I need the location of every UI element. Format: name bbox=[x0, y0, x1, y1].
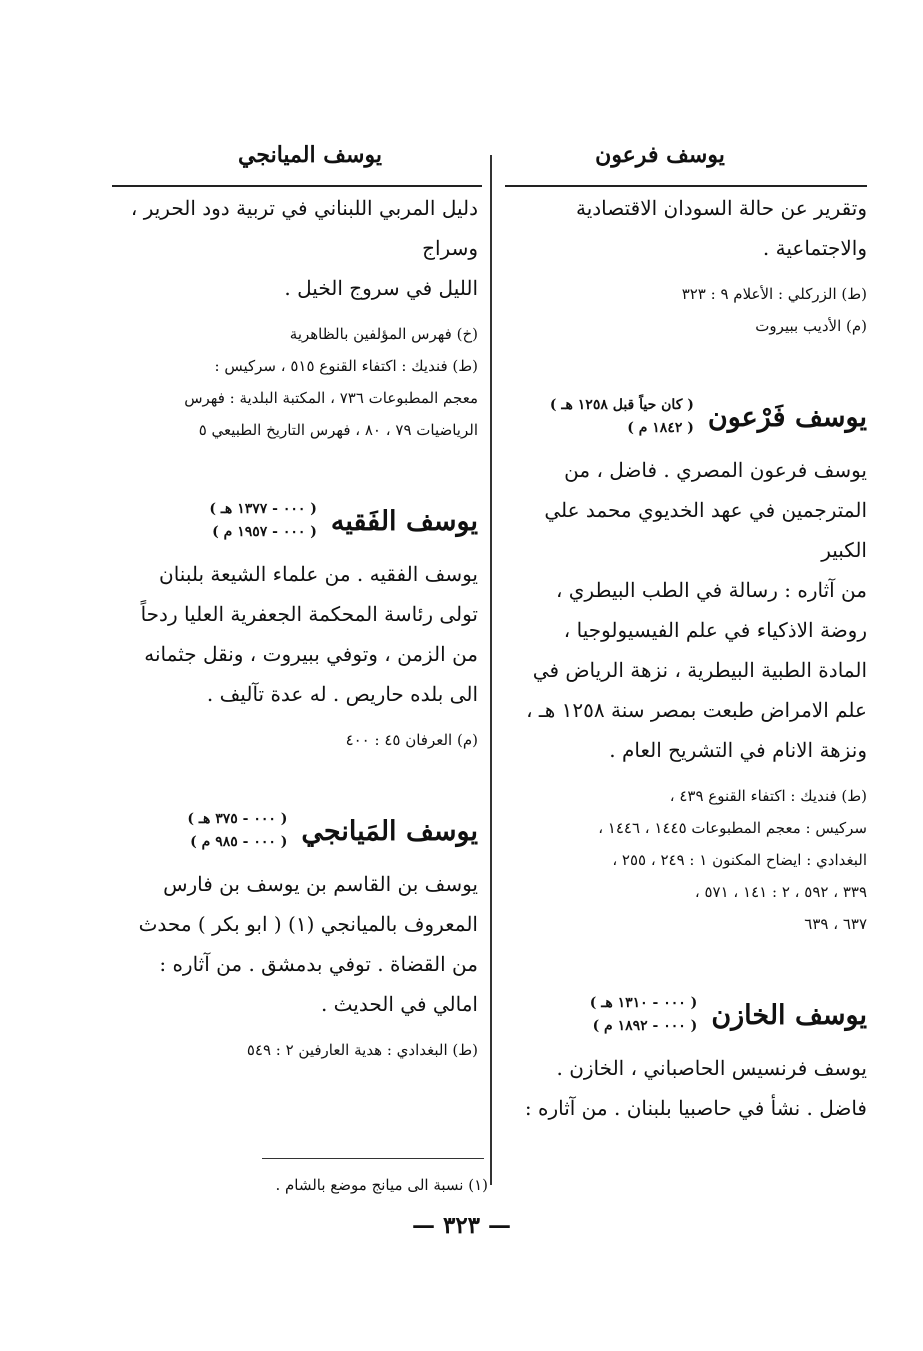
text-line: من آثاره : رسالة في الطب البيطري ، bbox=[555, 578, 867, 602]
reference-line: ٣٣٩ ، ٥٩٢ ، ٢ : ١٤١ ، ٥٧١ ، bbox=[694, 883, 867, 901]
date-hijri: ( ٠٠٠ - ١٣٧٧ هـ ) bbox=[209, 501, 317, 517]
reference-line: (ط) البغدادي : هدية العارفين ٢ : ٥٤٩ bbox=[246, 1041, 478, 1059]
date-gregorian: ( ٠٠٠ - ٩٨٥ م ) bbox=[190, 834, 288, 850]
text-line: روضة الاذكياء في علم الفيسيولوجيا ، bbox=[563, 618, 867, 642]
text-line: ونزهة الانام في التشريح العام . bbox=[609, 738, 867, 762]
entry-name: يوسف الخازن bbox=[711, 999, 867, 1031]
entry-dates bbox=[187, 808, 287, 854]
right-column bbox=[505, 188, 867, 1128]
text-line: والاجتماعية . bbox=[762, 236, 867, 260]
reference-line: معجم المطبوعات ٧٣٦ ، المكتبة البلدية : فهرس bbox=[184, 389, 478, 407]
text-line: من القضاة . توفي بدمشق . من آثاره : bbox=[159, 952, 478, 976]
text-line: امالي في الحديث . bbox=[320, 992, 478, 1016]
entry-name: يوسف فَرْعون bbox=[707, 401, 867, 433]
header-rule-left bbox=[112, 185, 482, 187]
reference-line: (ط) فنديك : اكتفاء القنوع ٥١٥ ، سركيس : bbox=[214, 357, 478, 375]
text-line: يوسف فرعون المصري . فاضل ، من bbox=[564, 458, 867, 482]
date-gregorian: ( ١٨٤٢ م ) bbox=[627, 420, 694, 436]
entry-name: يوسف الفَقيه bbox=[330, 505, 478, 537]
page-number: — ٣٢٣ — bbox=[411, 1212, 512, 1239]
text-line: الى بلده حاريص . له عدة تآليف . bbox=[206, 682, 478, 706]
reference-line: البغدادي : ايضاح المكنون ١ : ٢٤٩ ، ٢٥٥ ، bbox=[612, 851, 867, 869]
text-line: وتقرير عن حالة السودان الاقتصادية bbox=[575, 196, 867, 220]
text-line: المادة الطبية البيطرية ، نزهة الرياض في bbox=[532, 658, 867, 682]
date-gregorian: ( ٠٠٠ - ١٨٩٢ م ) bbox=[592, 1018, 698, 1034]
running-header-right: يوسف فرعون bbox=[595, 142, 725, 168]
running-header-left: يوسف الميانجي bbox=[238, 142, 382, 168]
entry-dates bbox=[550, 394, 694, 440]
footnote: (١) نسبة الى ميانج موضع بالشام . bbox=[275, 1176, 488, 1194]
reference-line: (م) الأديب ببيروت bbox=[755, 317, 867, 335]
reference-line: سركيس : معجم المطبوعات ١٤٤٥ ، ١٤٤٦ ، bbox=[598, 819, 867, 837]
date-gregorian: ( ٠٠٠ - ١٩٥٧ م ) bbox=[212, 524, 317, 540]
entry-dates bbox=[209, 498, 317, 544]
header-rule-right bbox=[505, 185, 867, 187]
entry-heading-mayanji bbox=[120, 808, 478, 854]
text-line: المترجمين في عهد الخديوي محمد علي الكبير bbox=[544, 498, 867, 562]
date-hijri: ( ٠٠٠ - ٣٧٥ هـ ) bbox=[187, 811, 288, 827]
entry-heading-khazen bbox=[505, 992, 867, 1038]
text-line: علم الامراض طبعت بمصر سنة ١٢٥٨ هـ ، bbox=[526, 698, 867, 722]
text-line: المعروف بالميانجي (١) ( ابو بكر ) محدث bbox=[138, 912, 478, 936]
reference-line: (ط) فنديك : اكتفاء القنوع ٤٣٩ ، bbox=[669, 787, 867, 805]
reference-line: ٦٣٧ ، ٦٣٩ bbox=[804, 915, 867, 933]
left-column bbox=[120, 188, 478, 1066]
reference-line: (ط) الزركلي : الأعلام ٩ : ٣٢٣ bbox=[681, 285, 867, 303]
date-hijri: ( ٠٠٠ - ١٣١٠ هـ ) bbox=[589, 995, 698, 1011]
text-line: يوسف الفقيه . من علماء الشيعة بلبنان bbox=[159, 562, 478, 586]
text-line: يوسف فرنسيس الحاصباني ، الخازن . bbox=[556, 1056, 867, 1080]
text-line: تولى رئاسة المحكمة الجعفرية العليا ردحاً bbox=[140, 602, 478, 626]
text-line: فاضل . نشأ في حاصبيا بلبنان . من آثاره : bbox=[524, 1096, 867, 1120]
text-line: من الزمن ، وتوفي ببيروت ، ونقل جثمانه bbox=[144, 642, 478, 666]
date-hijri: ( كان حياً قبل ١٢٥٨ هـ ) bbox=[549, 397, 694, 413]
reference-line: (خ) فهرس المؤلفين بالظاهرية bbox=[289, 325, 478, 343]
footnote-rule bbox=[262, 1158, 484, 1159]
text-line: دليل المربي اللبناني في تربية دود الحرير ، وسراج bbox=[130, 196, 478, 260]
text-line: يوسف بن القاسم بن يوسف بن فارس bbox=[163, 872, 478, 896]
entry-heading-faqih bbox=[120, 498, 478, 544]
text-line: الليل في سروج الخيل . bbox=[284, 276, 478, 300]
reference-line: (م) العرفان ٤٥ : ٤٠٠ bbox=[345, 731, 478, 749]
entry-dates bbox=[590, 992, 698, 1038]
entry-heading-faraoun bbox=[505, 394, 867, 440]
column-divider bbox=[490, 155, 492, 1185]
entry-name: يوسف المَيانجي bbox=[301, 815, 478, 847]
reference-line: الرياضيات ٧٩ ، ٨٠ ، فهرس التاريخ الطبيعي ٥ bbox=[198, 421, 478, 439]
